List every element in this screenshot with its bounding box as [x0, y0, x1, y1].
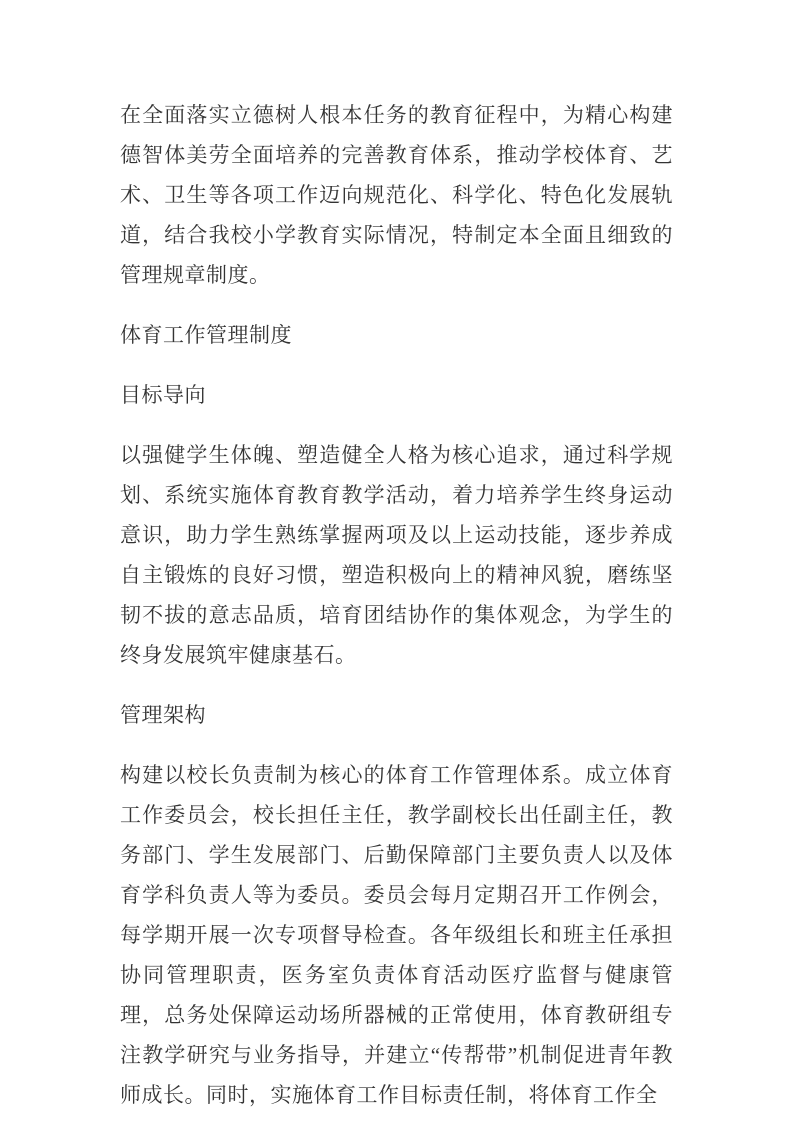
- goal-orientation-paragraph: 以强健学生体魄、塑造健全人格为核心追求，通过科学规划、系统实施体育教育教学活动，着力培养学生终身运动意识，助力学生熟练掌握两项及以上运动技能，逐步养成自主锻炼的良好习惯，塑造积极向上的精神风貌，磨练坚韧不拔的意志品质，培育团结协作的集体观念，为学生的终身发展筑牢健康基石。: [120, 443, 673, 667]
- section-title-management-structure: 管理架构: [120, 703, 206, 727]
- intro-paragraph: 在全面落实立德树人根本任务的教育征程中，为精心构建德智体美劳全面培养的完善教育体系，推动学校体育、艺术、卫生等各项工作迈向规范化、科学化、特色化发展轨道，结合我校小学教育实际情况，特制定本全面且细致的管理规章制度。: [120, 103, 673, 287]
- section-title-sports-management-system: 体育工作管理制度: [120, 323, 292, 347]
- management-structure-paragraph: 构建以校长负责制为核心的体育工作管理体系。成立体育工作委员会，校长担任主任，教学副校长出任副主任，教务部门、学生发展部门、后勤保障部门主要负责人以及体育学科负责人等为委员。委员会每月定期召开工作例会，每学期开展一次专项督导检查。各年级组长和班主任承担协同管理职责，医务室负责体育活动医疗监督与健康管理，总务处保障运动场所器械的正常使用，体育教研组专注教学研究与业务指导，并建立“传帮带”机制促进青年教师成长。同时，实施体育工作目标责任制，将体育工作全: [120, 763, 673, 1107]
- document-content: [120, 95, 673, 1135]
- section-title-goal-orientation: 目标导向: [120, 383, 206, 407]
